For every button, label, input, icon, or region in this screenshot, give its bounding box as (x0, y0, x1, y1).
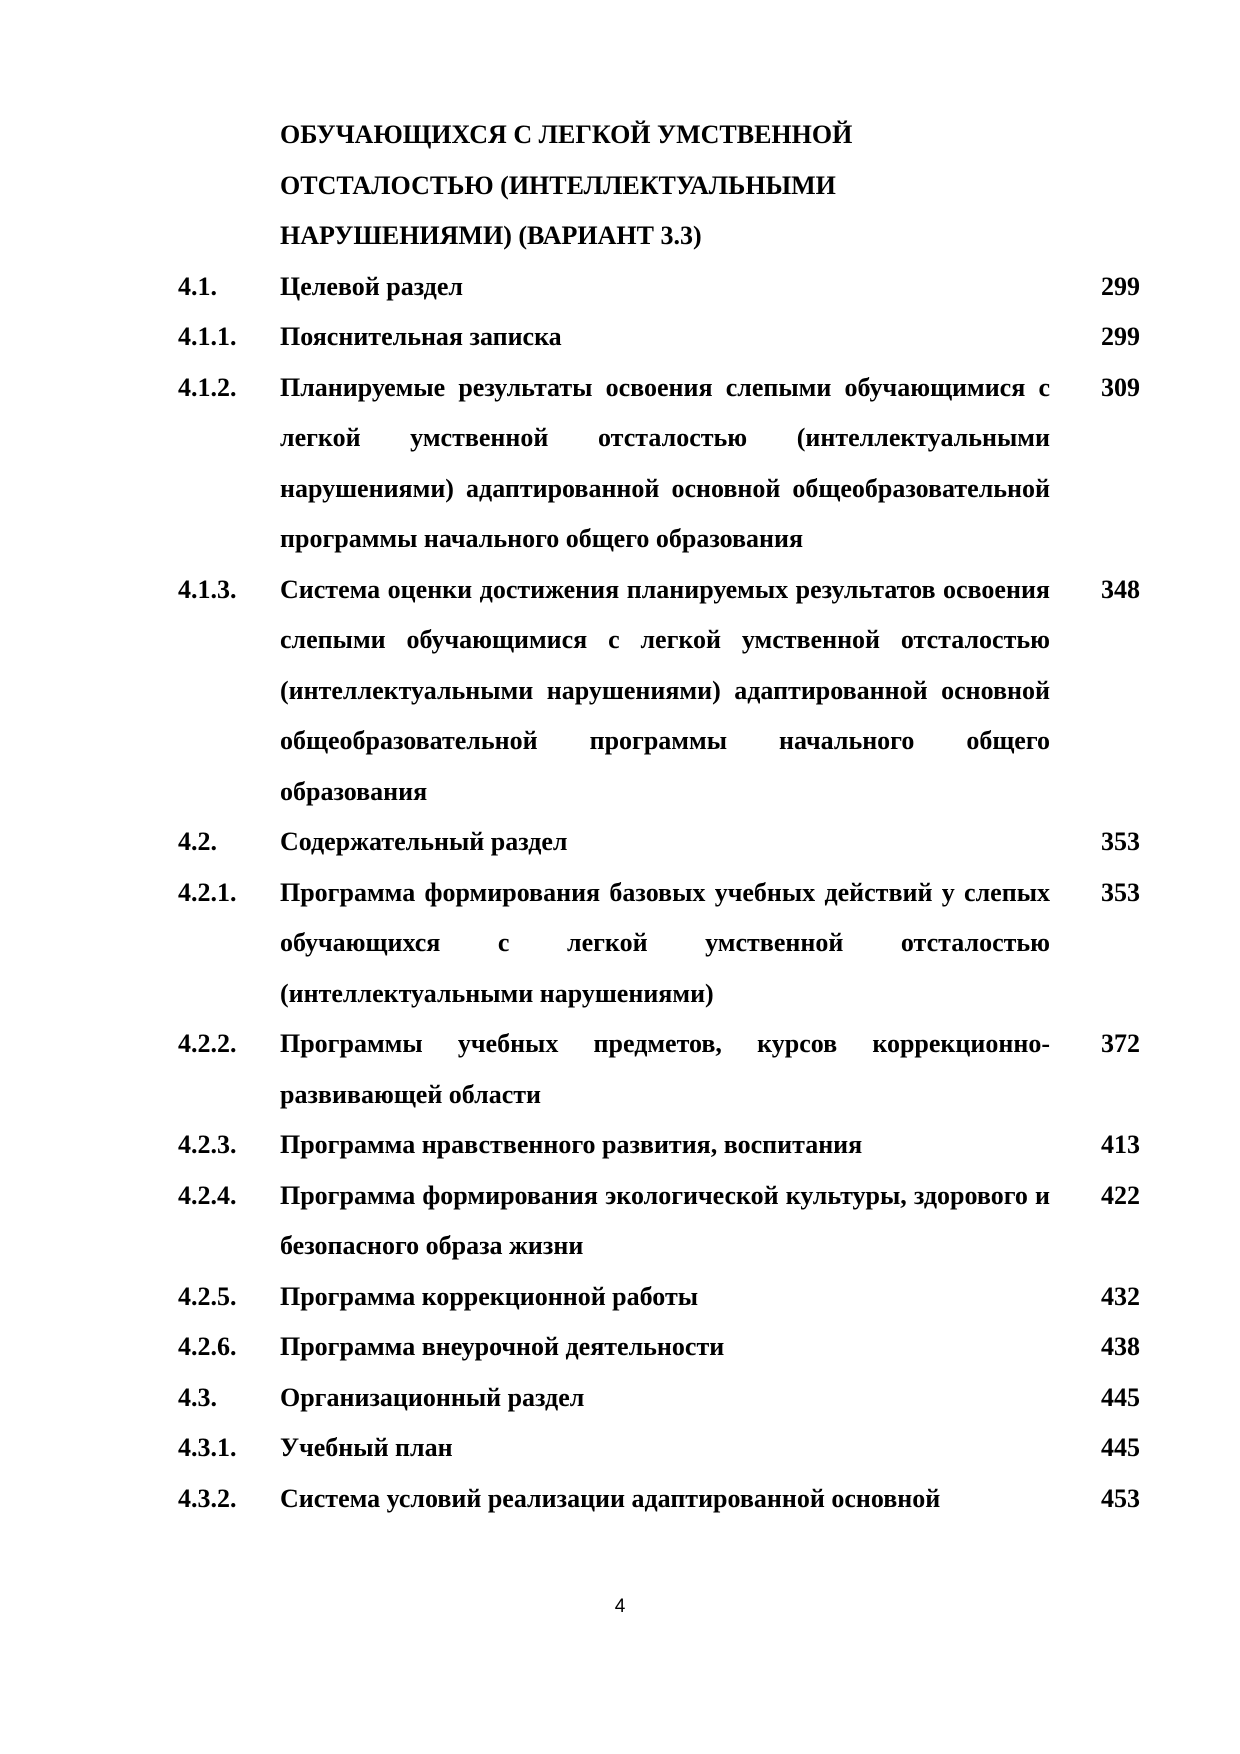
table-of-contents (178, 110, 1140, 1524)
toc-entry[interactable] (178, 868, 1140, 1020)
page-number: 4 (614, 1596, 626, 1617)
toc-entry-page: 353 (1101, 877, 1140, 907)
toc-entry-number: 4.3.1. (178, 1433, 237, 1462)
toc-entry-page: 299 (1101, 271, 1140, 301)
toc-entry-number: 4.2.4. (178, 1180, 237, 1210)
toc-entry[interactable] (178, 1272, 1140, 1323)
toc-entry-number: 4.2. (178, 827, 217, 856)
toc-entry-title: Программы учебных предметов, курсов коррекционно-развивающей области (280, 1029, 1050, 1109)
toc-entry-title: Пояснительная записка (280, 322, 562, 351)
toc-entry-page: 438 (1101, 1332, 1140, 1361)
toc-entry-title: Программа нравственного развития, воспитания (280, 1130, 863, 1159)
toc-entry[interactable] (178, 1019, 1140, 1120)
toc-entry[interactable] (178, 262, 1140, 313)
toc-entry-page: 445 (1101, 1433, 1140, 1462)
toc-entry-page: 413 (1101, 1130, 1140, 1159)
toc-entry[interactable] (178, 1322, 1140, 1373)
toc-entry-page: 348 (1101, 574, 1140, 604)
toc-continuation (178, 161, 1140, 212)
toc-entry-page: 445 (1101, 1382, 1140, 1412)
toc-entry-page: 299 (1101, 322, 1140, 351)
toc-entry[interactable] (178, 1120, 1140, 1171)
toc-entry-number: 4.1.1. (178, 322, 237, 351)
toc-entry-number: 4.1. (178, 271, 217, 301)
toc-entry[interactable] (178, 312, 1140, 363)
toc-continuation (178, 110, 1140, 161)
toc-entry-number: 4.1.3. (178, 574, 237, 604)
toc-continuation (178, 211, 1140, 262)
toc-entry-page: 432 (1101, 1281, 1140, 1311)
toc-entry[interactable] (178, 565, 1140, 818)
toc-entry[interactable] (178, 1373, 1140, 1424)
toc-entry-page: 453 (1101, 1483, 1140, 1513)
toc-entry[interactable] (178, 363, 1140, 565)
toc-entry-number: 4.3.2. (178, 1483, 237, 1513)
toc-entry[interactable] (178, 1474, 1140, 1525)
toc-entry-number: 4.1.2. (178, 372, 237, 402)
toc-entry-number: 4.2.2. (178, 1029, 237, 1058)
toc-entry-title: Планируемые результаты освоения слепыми обучающимися с легкой умственной отсталостью (интеллектуальными нарушениями) адаптированной основной общеобразовательной программы начального общего образования (280, 372, 1050, 553)
toc-entry-title: Содержательный раздел (280, 827, 568, 856)
toc-entry-number: 4.3. (178, 1382, 217, 1412)
toc-entry-title: Организационный раздел (280, 1382, 585, 1412)
toc-entry-number: 4.2.6. (178, 1332, 237, 1361)
toc-entry-number: 4.2.5. (178, 1281, 237, 1311)
toc-entry-title: Учебный план (280, 1433, 453, 1462)
toc-entry-number: 4.2.1. (178, 877, 237, 907)
toc-entry[interactable] (178, 1171, 1140, 1272)
toc-entry-page: 372 (1101, 1029, 1140, 1058)
toc-entry-title: Система оценки достижения планируемых результатов освоения слепыми обучающимися с легкой умственной отсталостью (интеллектуальными нарушениями) адаптированной основной общеобразовательной программы начального общего образования (280, 574, 1050, 806)
toc-continuation-line: ОТСТАЛОСТЬЮ (ИНТЕЛЛЕКТУАЛЬНЫМИ (280, 170, 836, 200)
toc-entry-number: 4.2.3. (178, 1130, 237, 1159)
toc-entry-title: Программа коррекционной работы (280, 1281, 699, 1311)
toc-continuation-line: НАРУШЕНИЯМИ) (ВАРИАНТ 3.3) (280, 221, 702, 250)
toc-entry-title: Программа формирования базовых учебных действий у слепых обучающихся с легкой умственной отсталостью (интеллектуальными нарушениями) (280, 877, 1050, 1008)
toc-entry-title: Программа формирования экологической культуры, здорового и безопасного образа жизни (280, 1180, 1050, 1260)
toc-entry-page: 422 (1101, 1180, 1140, 1210)
toc-entry-title: Система условий реализации адаптированной основной (280, 1483, 941, 1513)
toc-entry-title: Целевой раздел (280, 271, 463, 301)
toc-entry[interactable] (178, 817, 1140, 868)
toc-entry[interactable] (178, 1423, 1140, 1474)
toc-entry-page: 309 (1101, 372, 1140, 402)
toc-entry-page: 353 (1101, 827, 1140, 856)
toc-continuation-line: ОБУЧАЮЩИХСЯ С ЛЕГКОЙ УМСТВЕННОЙ (280, 120, 853, 149)
toc-entry-title: Программа внеурочной деятельности (280, 1332, 725, 1361)
